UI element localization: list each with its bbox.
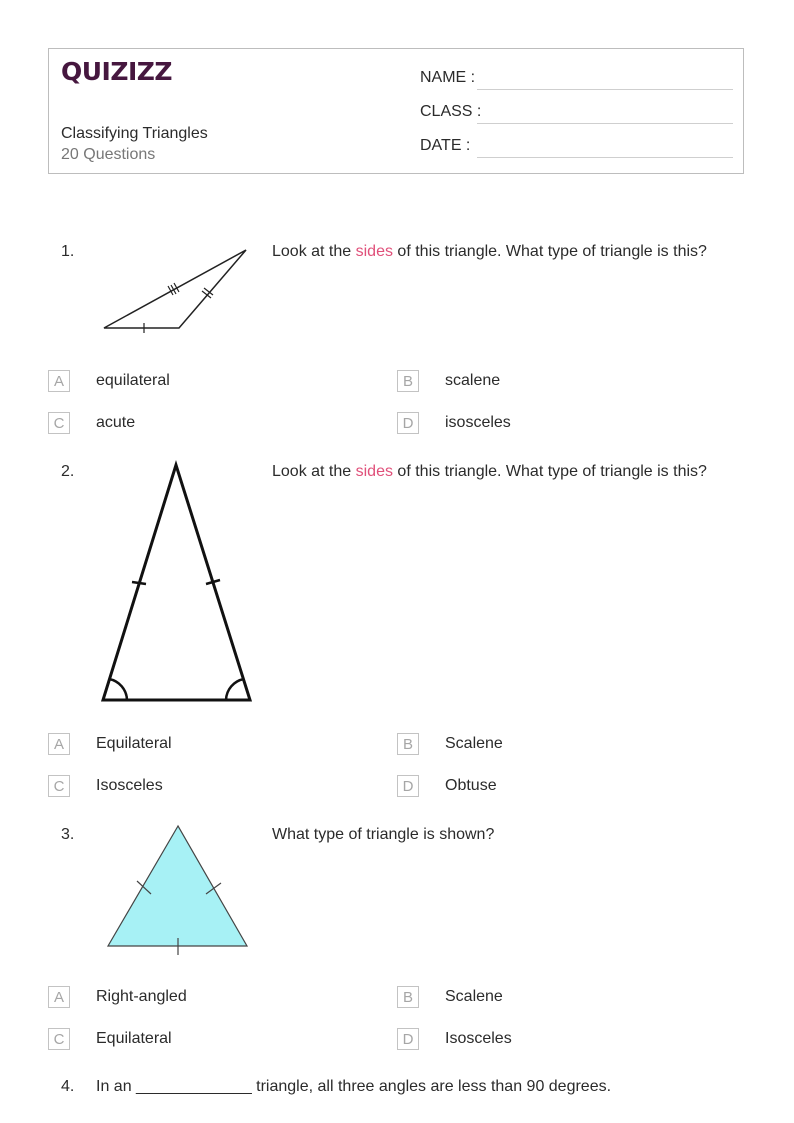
q1-option-a-box[interactable]: A <box>48 370 70 392</box>
q1-option-c-text: acute <box>96 414 136 431</box>
q2-option-b-text: Scalene <box>445 735 503 752</box>
q1-option-b-box[interactable]: B <box>397 370 419 392</box>
question-2-number: 2. <box>61 463 75 480</box>
question-4-text: In an _____________ triangle, all three angles are less than 90 degrees. <box>96 1078 612 1095</box>
date-label: DATE : <box>420 137 471 154</box>
q2-option-c-box[interactable]: C <box>48 775 70 797</box>
q1-option-b-text: scalene <box>445 372 501 389</box>
question-2-highlight: sides <box>355 463 393 480</box>
q3-option-b-text: Scalene <box>445 988 503 1005</box>
worksheet-title: Classifying Triangles <box>61 125 208 142</box>
question-1-text <box>272 243 707 261</box>
worksheet-header <box>48 48 744 174</box>
q2-option-b-box[interactable]: B <box>397 733 419 755</box>
q2-option-d-box[interactable]: D <box>397 775 419 797</box>
question-2-text-end: of this triangle. What type of triangle is this? <box>392 463 707 480</box>
q3-option-c-text: Equilateral <box>96 1030 172 1047</box>
q3-option-d-text: Isosceles <box>445 1030 512 1047</box>
question-4-number: 4. <box>61 1078 75 1095</box>
date-field[interactable] <box>477 157 733 158</box>
q3-option-a-box[interactable]: A <box>48 986 70 1008</box>
name-field[interactable] <box>477 89 733 90</box>
question-1-number: 1. <box>61 243 75 260</box>
q1-option-a-text: equilateral <box>96 372 170 389</box>
q3-option-b-box[interactable]: B <box>397 986 419 1008</box>
question-1-obtuse-triangle-figure <box>98 244 252 336</box>
q2-option-a-text: Equilateral <box>96 735 172 752</box>
q2-option-a-box[interactable]: A <box>48 733 70 755</box>
q3-option-a-text: Right-angled <box>96 988 187 1005</box>
question-1-text-end: of this triangle. What type of triangle is this? <box>392 243 707 260</box>
q3-option-d-box[interactable]: D <box>397 1028 419 1050</box>
q1-option-c-box[interactable]: C <box>48 412 70 434</box>
q2-option-d-text: Obtuse <box>445 777 497 794</box>
question-count: 20 Questions <box>61 146 156 163</box>
q1-option-d-box[interactable]: D <box>397 412 419 434</box>
q3-option-c-box[interactable]: C <box>48 1028 70 1050</box>
name-label: NAME : <box>420 69 476 86</box>
q1-option-d-text: isosceles <box>445 414 511 431</box>
quizizz-logo: QUIZIZZ <box>61 57 173 86</box>
q2-option-c-text: Isosceles <box>96 777 163 794</box>
class-field[interactable] <box>477 123 733 124</box>
question-1-highlight: sides <box>355 243 393 260</box>
question-1-text-start: Look at the <box>272 243 356 260</box>
question-2-isosceles-triangle-figure <box>98 460 256 706</box>
question-2-text <box>272 463 707 481</box>
question-2-text-start: Look at the <box>272 463 356 480</box>
class-label: CLASS : <box>420 103 482 120</box>
question-3-number: 3. <box>61 826 75 843</box>
question-3-equilateral-triangle-figure <box>100 820 256 960</box>
question-3-text: What type of triangle is shown? <box>272 826 495 843</box>
